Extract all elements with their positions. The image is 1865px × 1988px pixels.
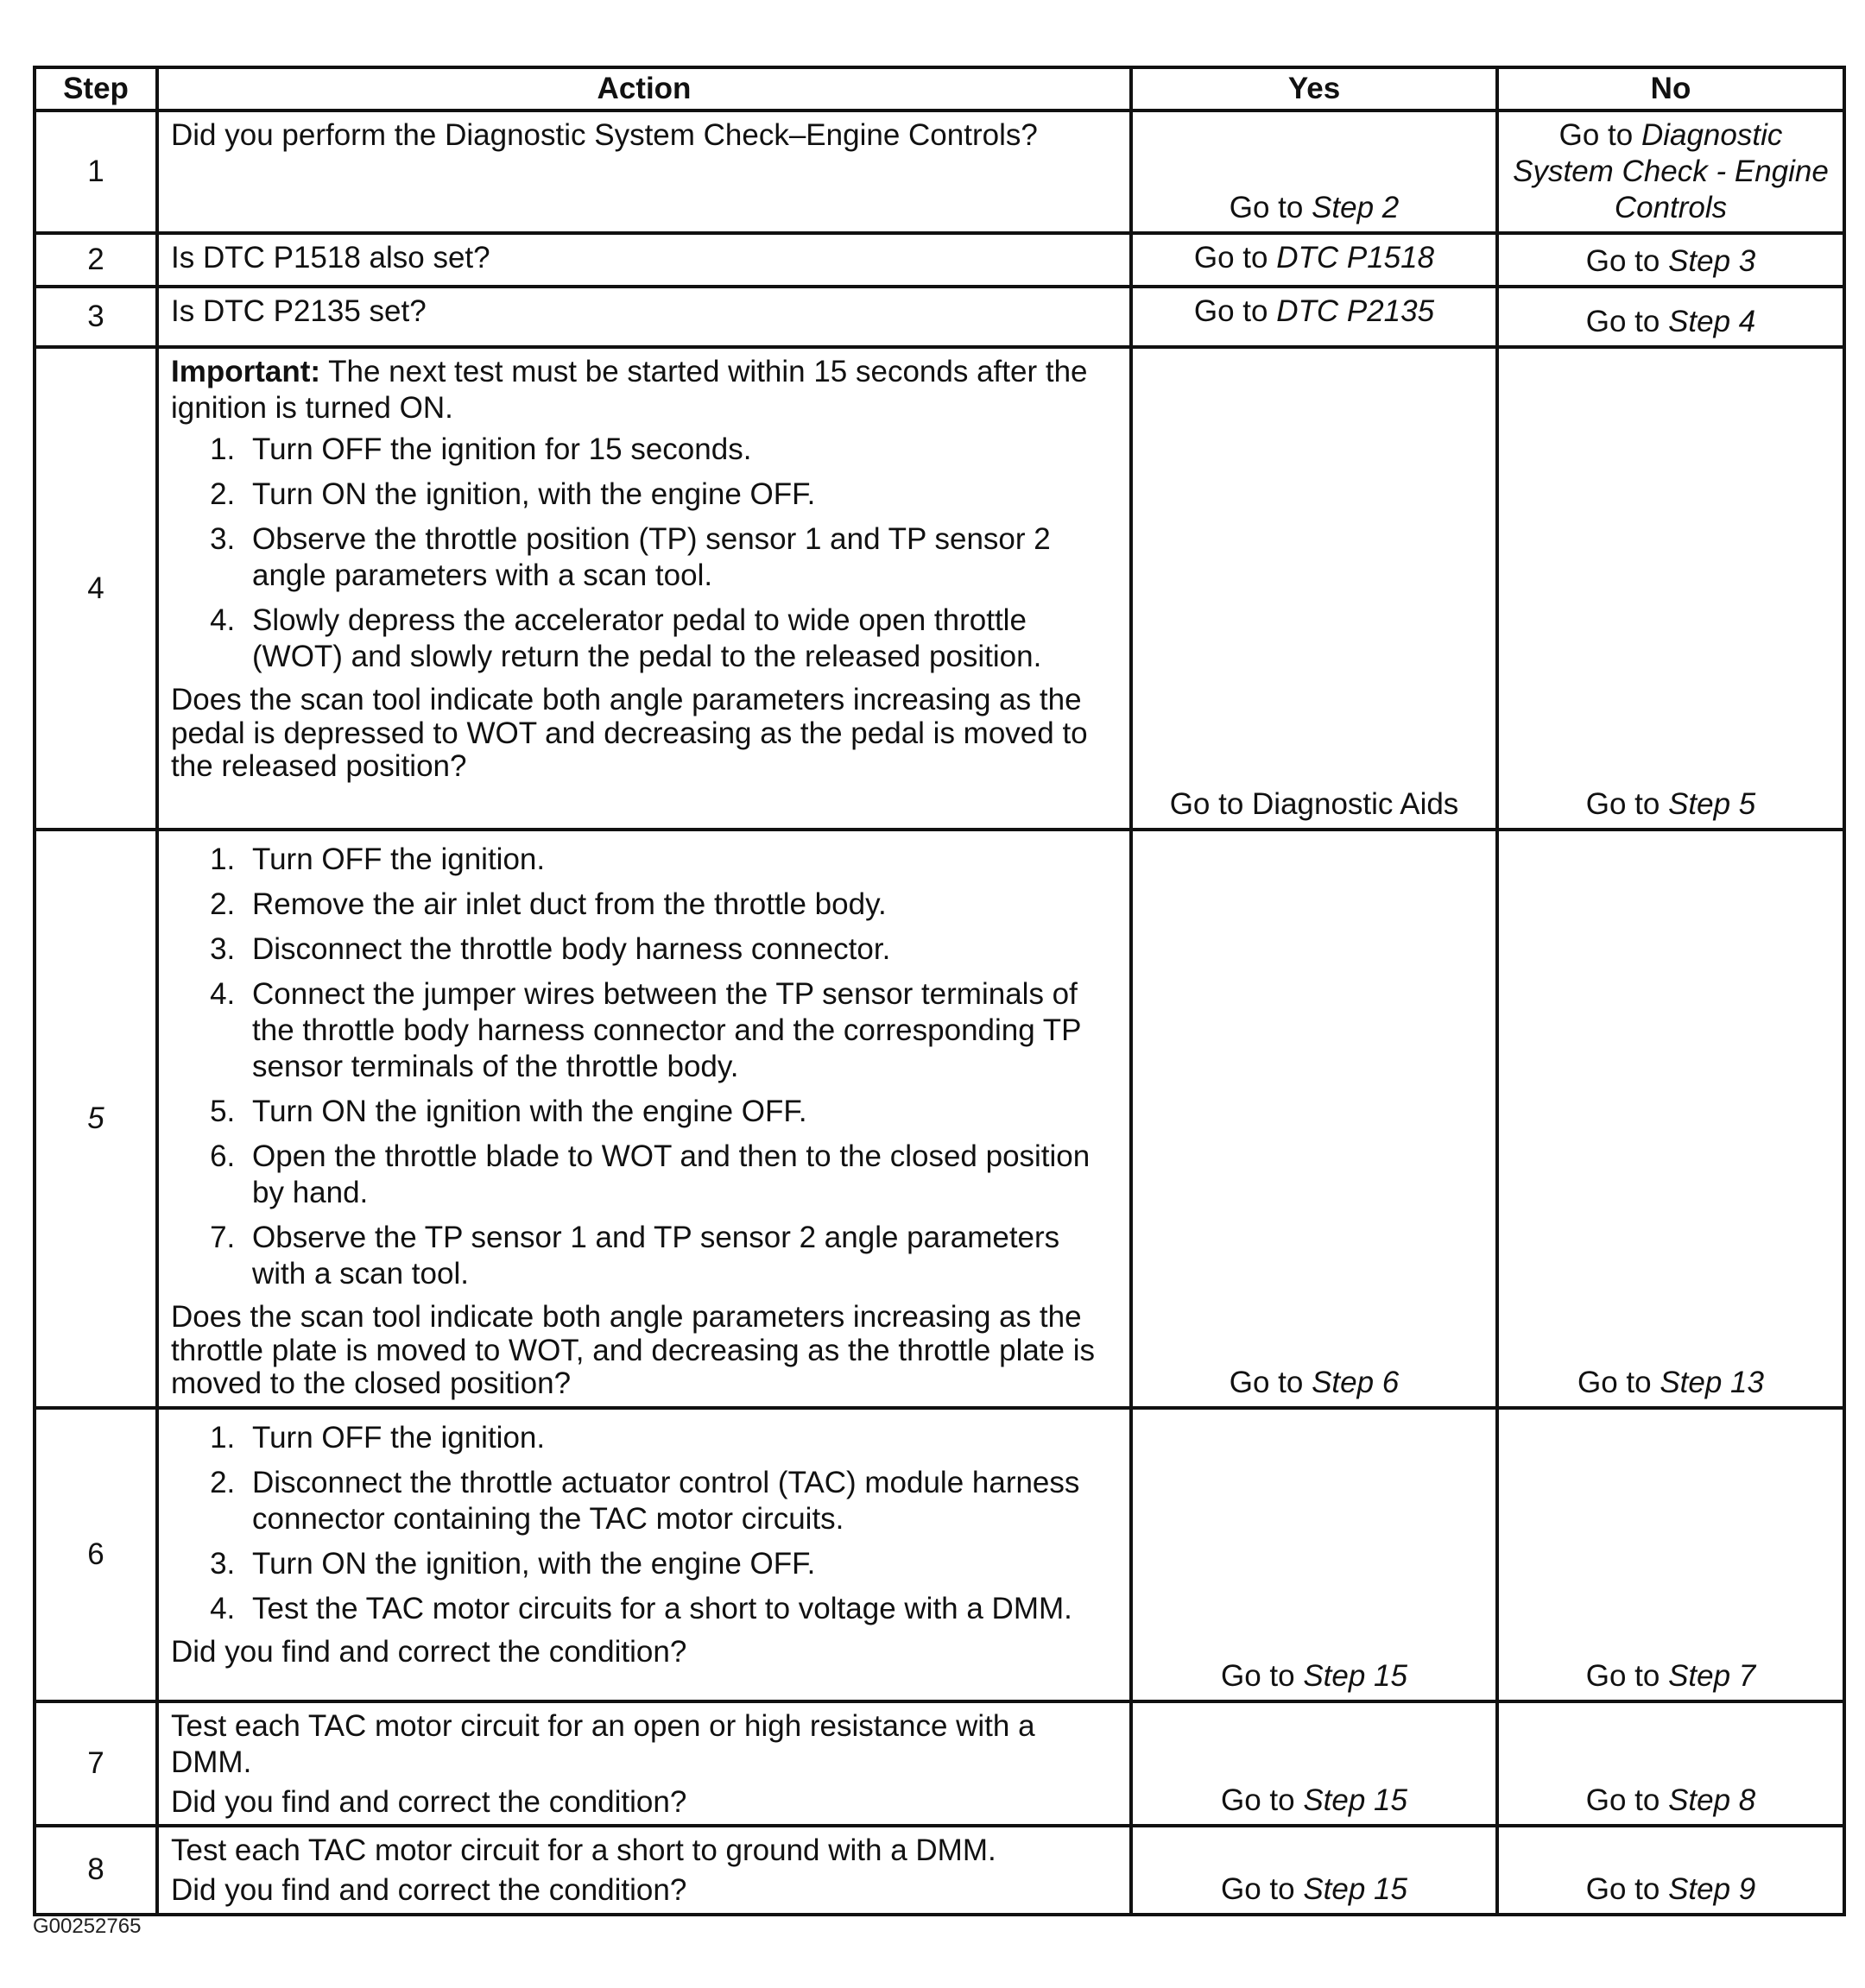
no-cell	[1497, 830, 1844, 1408]
figure-id: G00252765	[33, 1915, 142, 1938]
question-text: Did you find and correct the condition?	[171, 1873, 687, 1907]
yes-reference: Step 15	[1303, 1871, 1407, 1906]
no-reference: Step 4	[1668, 305, 1756, 338]
action-cell	[157, 347, 1131, 830]
step-number: 7	[35, 1701, 157, 1827]
step-number: 6	[35, 1408, 157, 1701]
diagnostic-table	[33, 66, 1846, 1916]
action-cell	[157, 1701, 1131, 1827]
yes-cell	[1131, 110, 1497, 233]
step-number: 5	[35, 830, 157, 1408]
procedure-item: 4. Test the TAC motor circuits for a short to voltage with a DMM.	[243, 1591, 1117, 1627]
yes-cell	[1131, 1826, 1497, 1915]
action-cell	[157, 830, 1131, 1408]
procedure-item: 3. Disconnect the throttle body harness connector.	[243, 931, 1117, 968]
question-text: Does the scan tool indicate both angle parameters increasing as the pedal is depressed to WOT and decreasing as the pedal is moved to the released position?	[171, 683, 1088, 783]
no-reference: Step 3	[1668, 244, 1756, 278]
table-row-step-1	[35, 110, 1844, 233]
no-prefix: Go to	[1577, 1365, 1660, 1399]
procedure-item: 3. Turn ON the ignition, with the engine OFF.	[243, 1546, 1117, 1582]
step-number: 3	[35, 287, 157, 347]
no-reference: Step 5	[1668, 787, 1756, 821]
no-cell	[1497, 233, 1844, 287]
procedure-item: 1. Turn OFF the ignition.	[243, 1420, 1117, 1456]
table-row-step-7	[35, 1701, 1844, 1827]
table-row-step-2	[35, 233, 1844, 287]
no-cell	[1497, 1826, 1844, 1915]
question-text: Did you find and correct the condition?	[171, 1634, 687, 1669]
action-text: Is DTC P1518 also set?	[171, 241, 490, 275]
action-text: Is DTC P2135 set?	[171, 294, 427, 328]
step-number: 4	[35, 347, 157, 830]
action-cell	[157, 110, 1131, 233]
procedure-item: 4. Connect the jumper wires between the TP sensor terminals of the throttle body harness connector and the corresponding TP sensor terminals of the throttle body.	[243, 976, 1117, 1085]
procedure-item: 7. Observe the TP sensor 1 and TP sensor 2 angle parameters with a scan tool.	[243, 1220, 1117, 1292]
no-prefix: Go to	[1585, 1783, 1669, 1817]
procedure-item: 1. Turn OFF the ignition for 15 seconds.	[243, 432, 1117, 468]
yes-cell	[1131, 1701, 1497, 1827]
step-number: 1	[35, 110, 157, 233]
yes-prefix: Go to	[1193, 294, 1277, 328]
no-reference: Step 7	[1668, 1658, 1756, 1693]
procedure-list	[171, 1420, 1117, 1627]
no-reference: Step 13	[1660, 1365, 1764, 1399]
action-text: Test each TAC motor circuit for a short to ground with a DMM.	[171, 1833, 996, 1867]
no-prefix: Go to	[1585, 1658, 1669, 1693]
question-text: Did you find and correct the condition?	[171, 1784, 687, 1819]
step-number: 8	[35, 1826, 157, 1915]
no-cell	[1497, 1408, 1844, 1701]
table-row-step-8	[35, 1826, 1844, 1915]
yes-cell	[1131, 1408, 1497, 1701]
header-step: Step	[35, 67, 157, 110]
action-cell	[157, 233, 1131, 287]
question-text: Does the scan tool indicate both angle parameters increasing as the throttle plate is moved to WOT, and decreasing as the throttle plate is moved to the closed position?	[171, 1300, 1095, 1400]
table-row-step-6	[35, 1408, 1844, 1701]
step-number: 2	[35, 233, 157, 287]
yes-prefix: Go to	[1229, 1365, 1312, 1399]
no-reference: Diagnostic System Check - Engine Controls	[1513, 118, 1829, 224]
procedure-item: 2. Turn ON the ignition, with the engine OFF.	[243, 476, 1117, 513]
important-text: The next test must be started within 15 seconds after the ignition is turned ON.	[171, 355, 1088, 425]
yes-reference: Step 15	[1303, 1658, 1407, 1693]
no-reference: Step 8	[1668, 1783, 1756, 1817]
yes-prefix: Go to	[1221, 1783, 1304, 1817]
no-reference: Step 9	[1668, 1871, 1756, 1906]
action-cell	[157, 1408, 1131, 1701]
header-action: Action	[157, 67, 1131, 110]
procedure-item: 6. Open the throttle blade to WOT and then to the closed position by hand.	[243, 1139, 1117, 1211]
action-cell	[157, 1826, 1131, 1915]
yes-cell	[1131, 347, 1497, 830]
procedure-item: 4. Slowly depress the accelerator pedal to wide open throttle (WOT) and slowly return the pedal to the released position.	[243, 603, 1117, 675]
header-no: No	[1497, 67, 1844, 110]
procedure-item: 3. Observe the throttle position (TP) sensor 1 and TP sensor 2 angle parameters with a scan tool.	[243, 521, 1117, 594]
no-cell	[1497, 287, 1844, 347]
action-text: Test each TAC motor circuit for an open or high resistance with a DMM.	[171, 1708, 1035, 1779]
yes-reference: Step 2	[1312, 191, 1400, 224]
yes-prefix: Go to	[1221, 1871, 1304, 1906]
table-row-step-4	[35, 347, 1844, 830]
yes-reference: DTC P1518	[1276, 241, 1435, 275]
yes-reference: DTC P2135	[1276, 294, 1435, 328]
yes-text: Go to Diagnostic Aids	[1169, 787, 1459, 821]
table-row-step-5	[35, 830, 1844, 1408]
yes-cell	[1131, 830, 1497, 1408]
procedure-list	[171, 842, 1117, 1292]
important-label: Important:	[171, 355, 321, 388]
procedure-item: 5. Turn ON the ignition with the engine OFF.	[243, 1094, 1117, 1130]
action-text: Did you perform the Diagnostic System Check–Engine Controls?	[171, 118, 1038, 152]
yes-cell	[1131, 287, 1497, 347]
yes-reference: Step 6	[1312, 1365, 1400, 1399]
no-prefix: Go to	[1585, 244, 1669, 278]
no-cell	[1497, 110, 1844, 233]
table-row-step-3	[35, 287, 1844, 347]
yes-cell	[1131, 233, 1497, 287]
no-cell	[1497, 1701, 1844, 1827]
procedure-list	[171, 432, 1117, 675]
yes-prefix: Go to	[1221, 1658, 1304, 1693]
important-note	[171, 354, 1117, 426]
no-prefix: Go to	[1585, 1871, 1669, 1906]
no-prefix: Go to	[1585, 787, 1669, 821]
no-cell	[1497, 347, 1844, 830]
action-cell	[157, 287, 1131, 347]
procedure-item: 1. Turn OFF the ignition.	[243, 842, 1117, 878]
header-yes: Yes	[1131, 67, 1497, 110]
yes-reference: Step 15	[1303, 1783, 1407, 1817]
table-header-row	[35, 67, 1844, 110]
no-prefix: Go to	[1558, 118, 1641, 152]
yes-prefix: Go to	[1193, 241, 1277, 275]
procedure-item: 2. Disconnect the throttle actuator control (TAC) module harness connector containing the TAC motor circuits.	[243, 1465, 1117, 1537]
no-prefix: Go to	[1585, 305, 1669, 338]
yes-prefix: Go to	[1229, 191, 1312, 224]
procedure-item: 2. Remove the air inlet duct from the throttle body.	[243, 887, 1117, 923]
